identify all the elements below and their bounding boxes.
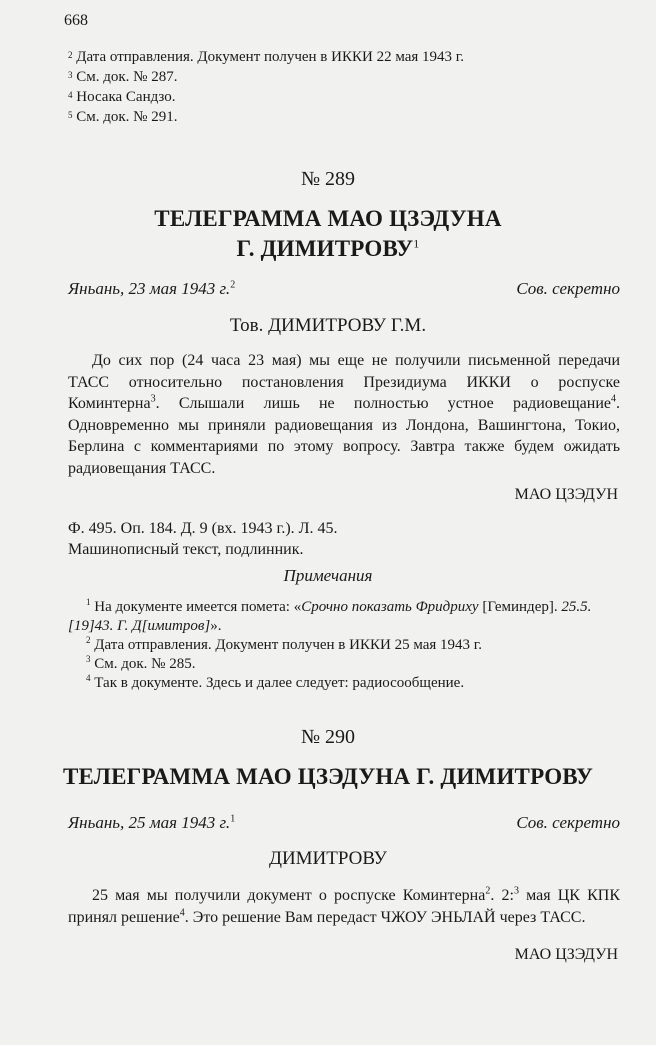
note: $^3$ См. док. № 285.: [86, 654, 196, 672]
notes-heading: Примечания: [283, 566, 373, 585]
place-date: Яньань, 25 мая 1943 г.$^1$: [68, 813, 236, 832]
footnote: $^2$ Дата отправления. Документ получен в ИККИ 22 мая 1943 г.: [68, 49, 464, 65]
signature: МАО ЦЗЭДУН: [514, 946, 618, 963]
classification: Сов. секретно: [516, 813, 620, 832]
telegram-body: До сих пор (24 часа 23 мая) мы еще не получили письменной передачи ТАСС относительно постановления Президиума ИККИ о роспуске Коминтерна$^3$. Слышали лишь не полностью устное радиовещание$^4$. Одновременно мы приняли радиовещания из Лондона, Вашингтона, Токио, Берлина с комментариями по этому вопросу. Завтра также будем ожидать радиовещания ТАСС.: [68, 352, 620, 477]
document-title: Г. ДИМИТРОВУ$^1$: [236, 236, 420, 261]
place-date: Яньань, 23 мая 1943 г.$^2$: [68, 279, 236, 298]
note: $^1$ На документе имеется помета: «Срочно показать Фридриху [Геминдер]. 25.5.[19]43. Г. Д[имитров]».: [68, 597, 592, 634]
document-number: № 289: [300, 168, 356, 190]
addressee: ДИМИТРОВУ: [268, 848, 387, 869]
note: $^2$ Дата отправления. Документ получен в ИККИ 25 мая 1943 г.: [86, 635, 482, 653]
footnote: $^3$ См. док. № 287.: [68, 69, 178, 85]
page-number: 668: [64, 12, 88, 29]
footnote: $^4$ Носака Сандзо.: [68, 89, 176, 105]
document-meta: [68, 279, 620, 299]
classification: Сов. секретно: [516, 279, 620, 298]
document-title: ТЕЛЕГРАММА МАО ЦЗЭДУНА Г. ДИМИТРОВУ: [62, 764, 594, 789]
signature: МАО ЦЗЭДУН: [514, 486, 618, 503]
document-title: ТЕЛЕГРАММА МАО ЦЗЭДУНА: [154, 206, 502, 231]
archive-type: Машинописный текст, подлинник.: [68, 541, 304, 558]
addressee: Тов. ДИМИТРОВУ Г.М.: [229, 315, 427, 336]
footnote: $^5$ См. док. № 291.: [68, 109, 178, 125]
document-number: № 290: [300, 726, 356, 748]
note: $^4$ Так в документе. Здесь и далее следует: радиосообщение.: [86, 673, 465, 691]
archive-reference: Ф. 495. Оп. 184. Д. 9 (вх. 1943 г.). Л. 45.: [68, 520, 338, 537]
telegram-body: 25 мая мы получили документ о роспуске Коминтерна$^2$. 2:$^3$ мая ЦК КПК принял решение$^4$. Это решение Вам передаст ЧЖОУ ЭНЬЛАЙ через ТАСС.: [68, 885, 620, 926]
document-meta: [68, 813, 620, 833]
